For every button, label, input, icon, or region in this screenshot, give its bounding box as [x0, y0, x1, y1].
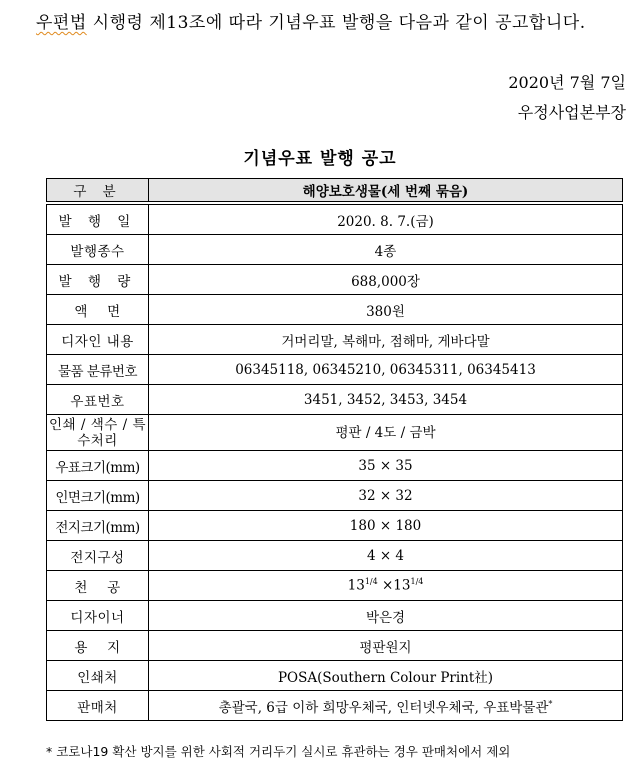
table-row — [47, 295, 623, 325]
row-value-sheet-size: 180 × 180 — [149, 511, 623, 541]
perforation-base: 13 — [347, 577, 365, 594]
row-value-stamp-number: 3451, 3452, 3453, 3454 — [149, 385, 623, 415]
row-label-stamp-number: 우표번호 — [47, 385, 149, 415]
announcement-date: 2020년 7월 7일 — [508, 73, 626, 92]
row-label-design-content: 디자인 내용 — [47, 325, 149, 355]
table-row — [47, 451, 623, 481]
header-stamp-series: 해양보호생물(세 번째 묶음) — [149, 179, 623, 204]
row-label-designer: 디자이너 — [47, 601, 149, 631]
sales-outlets-text: 총괄국, 6급 이하 희망우체국, 인터넷우체국, 우표박물관 — [218, 699, 549, 716]
row-value-issue-types: 4종 — [149, 235, 623, 265]
row-label-paper: 용 지 — [47, 631, 149, 661]
row-label-printer: 인쇄처 — [47, 661, 149, 691]
row-label-issue-types: 발행종수 — [47, 235, 149, 265]
row-value-perforation — [149, 571, 623, 601]
row-label-item-code: 물품 분류번호 — [47, 355, 149, 385]
row-value-item-code: 06345118, 06345210, 06345311, 06345413 — [149, 355, 623, 385]
row-label-issue-date: 발 행 일 — [47, 203, 149, 235]
perforation-base: ×13 — [377, 577, 411, 594]
table-row — [47, 265, 623, 295]
table-row — [47, 631, 623, 661]
row-value-design-content: 거머리말, 복해마, 점해마, 게바다말 — [149, 325, 623, 355]
row-value-designer: 박은경 — [149, 601, 623, 631]
intro-text: 시행령 제13조에 따라 기념우표 발행을 다음과 같이 공고합니다. — [86, 13, 586, 33]
issuer-name: 우정사업본부장 — [517, 103, 626, 122]
spellcheck-word: 우편법 — [36, 13, 87, 33]
table-row — [47, 415, 623, 451]
intro-sentence — [36, 8, 636, 33]
row-value-stamp-size: 35 × 35 — [149, 451, 623, 481]
row-value-paper: 평판원지 — [149, 631, 623, 661]
stamp-spec-table — [46, 178, 623, 721]
perforation-fraction: 1/4 — [410, 577, 424, 587]
table-row — [47, 355, 623, 385]
row-value-printing: 평판 / 4도 / 금박 — [149, 415, 623, 451]
table-row — [47, 203, 623, 235]
table-header-row — [47, 179, 623, 204]
row-label-sales-outlets: 판매처 — [47, 691, 149, 721]
row-label-issue-quantity: 발 행 량 — [47, 265, 149, 295]
row-label-perforation: 천 공 — [47, 571, 149, 601]
table-row — [47, 571, 623, 601]
document-title: 기념우표 발행 공고 — [243, 149, 397, 169]
row-label-image-size: 인면크기(mm) — [47, 481, 149, 511]
table-row — [47, 541, 623, 571]
table-row — [47, 601, 623, 631]
row-label-face-value: 액 면 — [47, 295, 149, 325]
row-label-printing: 인쇄 / 색수 / 특수처리 — [47, 415, 149, 451]
table-row — [47, 235, 623, 265]
row-value-issue-quantity: 688,000장 — [149, 265, 623, 295]
row-value-image-size: 32 × 32 — [149, 481, 623, 511]
row-label-sheet-size: 전지크기(mm) — [47, 511, 149, 541]
row-value-sales-outlets — [149, 691, 623, 721]
row-value-sheet-layout: 4 × 4 — [149, 541, 623, 571]
row-label-sheet-layout: 전지구성 — [47, 541, 149, 571]
table-row — [47, 661, 623, 691]
table-row — [47, 691, 623, 721]
perforation-fraction: 1/4 — [364, 577, 378, 587]
table-row — [47, 385, 623, 415]
row-label-stamp-size: 우표크기(mm) — [47, 451, 149, 481]
footnote-marker: * — [548, 699, 553, 708]
table-row — [47, 511, 623, 541]
row-value-printer: POSA(Southern Colour Print社) — [149, 661, 623, 691]
table-row — [47, 325, 623, 355]
table-row — [47, 481, 623, 511]
row-value-issue-date: 2020. 8. 7.(금) — [149, 203, 623, 235]
header-category: 구 분 — [47, 179, 149, 204]
row-value-face-value: 380원 — [149, 295, 623, 325]
footnote: * 코로나19 확산 방지를 위한 사회적 거리두기 실시로 휴관하는 경우 판매처에서 제외 — [46, 744, 511, 759]
